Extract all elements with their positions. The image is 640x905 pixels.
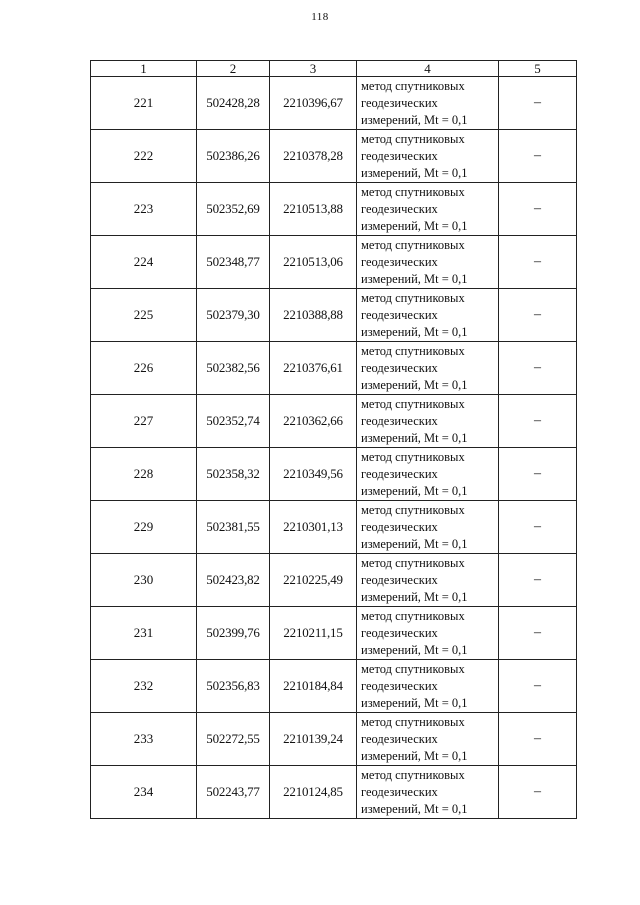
method-line: метод спутниковых [361, 608, 465, 623]
method-line: измерений, Mt = 0,1 [361, 801, 468, 816]
table-row [91, 448, 577, 501]
x-coordinate-cell: 502272,55 [197, 713, 270, 766]
method-line: метод спутниковых [361, 449, 465, 464]
method-line: измерений, Mt = 0,1 [361, 377, 468, 392]
point-number-cell: 225 [91, 289, 197, 342]
note-cell: – [499, 713, 577, 766]
method-cell [357, 448, 499, 501]
table-row [91, 766, 577, 819]
y-coordinate-cell: 2210124,85 [270, 766, 357, 819]
method-line: геодезических [361, 148, 438, 163]
table-row [91, 554, 577, 607]
point-number-cell: 231 [91, 607, 197, 660]
method-line: измерений, Mt = 0,1 [361, 748, 468, 763]
table-header [91, 61, 577, 77]
method-line: геодезических [361, 466, 438, 481]
header-col-5: 5 [499, 61, 577, 77]
point-number-cell: 224 [91, 236, 197, 289]
header-col-4: 4 [357, 61, 499, 77]
x-coordinate-cell: 502423,82 [197, 554, 270, 607]
method-line: метод спутниковых [361, 343, 465, 358]
method-line: метод спутниковых [361, 714, 465, 729]
header-col-2: 2 [197, 61, 270, 77]
y-coordinate-cell: 2210376,61 [270, 342, 357, 395]
table-row [91, 342, 577, 395]
point-number-cell: 234 [91, 766, 197, 819]
method-cell [357, 183, 499, 236]
method-line: измерений, Mt = 0,1 [361, 324, 468, 339]
x-coordinate-cell: 502428,28 [197, 77, 270, 130]
x-coordinate-cell: 502348,77 [197, 236, 270, 289]
method-line: геодезических [361, 201, 438, 216]
note-cell: – [499, 448, 577, 501]
method-cell [357, 660, 499, 713]
method-cell [357, 501, 499, 554]
method-line: измерений, Mt = 0,1 [361, 430, 468, 445]
point-number-cell: 226 [91, 342, 197, 395]
point-number-cell: 229 [91, 501, 197, 554]
method-line: метод спутниковых [361, 555, 465, 570]
y-coordinate-cell: 2210184,84 [270, 660, 357, 713]
method-line: геодезических [361, 519, 438, 534]
point-number-cell: 228 [91, 448, 197, 501]
method-cell [357, 713, 499, 766]
method-cell [357, 607, 499, 660]
method-line: измерений, Mt = 0,1 [361, 642, 468, 657]
note-cell: – [499, 183, 577, 236]
method-line: измерений, Mt = 0,1 [361, 536, 468, 551]
note-cell: – [499, 289, 577, 342]
y-coordinate-cell: 2210378,28 [270, 130, 357, 183]
x-coordinate-cell: 502352,69 [197, 183, 270, 236]
table-row [91, 501, 577, 554]
method-line: метод спутниковых [361, 237, 465, 252]
method-line: геодезических [361, 731, 438, 746]
table-body [91, 77, 577, 819]
page-number: 118 [311, 11, 329, 23]
method-cell [357, 395, 499, 448]
point-number-cell: 230 [91, 554, 197, 607]
x-coordinate-cell: 502243,77 [197, 766, 270, 819]
point-number-cell: 221 [91, 77, 197, 130]
method-line: измерений, Mt = 0,1 [361, 165, 468, 180]
point-number-cell: 227 [91, 395, 197, 448]
method-line: измерений, Mt = 0,1 [361, 218, 468, 233]
method-line: метод спутниковых [361, 290, 465, 305]
method-cell [357, 77, 499, 130]
point-number-cell: 223 [91, 183, 197, 236]
method-line: геодезических [361, 625, 438, 640]
method-cell [357, 342, 499, 395]
y-coordinate-cell: 2210349,56 [270, 448, 357, 501]
x-coordinate-cell: 502399,76 [197, 607, 270, 660]
method-line: метод спутниковых [361, 767, 465, 782]
y-coordinate-cell: 2210513,88 [270, 183, 357, 236]
method-line: измерений, Mt = 0,1 [361, 112, 468, 127]
method-line: геодезических [361, 307, 438, 322]
y-coordinate-cell: 2210301,13 [270, 501, 357, 554]
y-coordinate-cell: 2210388,88 [270, 289, 357, 342]
note-cell: – [499, 607, 577, 660]
note-cell: – [499, 130, 577, 183]
method-cell [357, 130, 499, 183]
table-row [91, 607, 577, 660]
table-row [91, 289, 577, 342]
method-line: геодезических [361, 360, 438, 375]
method-cell [357, 554, 499, 607]
table-row [91, 660, 577, 713]
x-coordinate-cell: 502379,30 [197, 289, 270, 342]
table-row [91, 77, 577, 130]
method-line: геодезических [361, 254, 438, 269]
method-line: метод спутниковых [361, 184, 465, 199]
point-number-cell: 232 [91, 660, 197, 713]
method-line: метод спутниковых [361, 131, 465, 146]
table-row [91, 236, 577, 289]
table-row [91, 395, 577, 448]
note-cell: – [499, 342, 577, 395]
table-row [91, 130, 577, 183]
method-line: измерений, Mt = 0,1 [361, 483, 468, 498]
method-line: измерений, Mt = 0,1 [361, 589, 468, 604]
method-line: геодезических [361, 413, 438, 428]
method-line: измерений, Mt = 0,1 [361, 695, 468, 710]
method-line: измерений, Mt = 0,1 [361, 271, 468, 286]
y-coordinate-cell: 2210225,49 [270, 554, 357, 607]
header-col-3: 3 [270, 61, 357, 77]
method-line: геодезических [361, 572, 438, 587]
note-cell: – [499, 395, 577, 448]
x-coordinate-cell: 502352,74 [197, 395, 270, 448]
x-coordinate-cell: 502386,26 [197, 130, 270, 183]
table-row [91, 183, 577, 236]
y-coordinate-cell: 2210139,24 [270, 713, 357, 766]
point-number-cell: 222 [91, 130, 197, 183]
table-row [91, 713, 577, 766]
note-cell: – [499, 236, 577, 289]
method-line: метод спутниковых [361, 396, 465, 411]
method-cell [357, 766, 499, 819]
y-coordinate-cell: 2210513,06 [270, 236, 357, 289]
note-cell: – [499, 660, 577, 713]
method-line: геодезических [361, 784, 438, 799]
method-line: метод спутниковых [361, 502, 465, 517]
method-line: метод спутниковых [361, 78, 465, 93]
header-row [91, 61, 577, 77]
y-coordinate-cell: 2210362,66 [270, 395, 357, 448]
y-coordinate-cell: 2210211,15 [270, 607, 357, 660]
note-cell: – [499, 554, 577, 607]
x-coordinate-cell: 502356,83 [197, 660, 270, 713]
note-cell: – [499, 501, 577, 554]
point-number-cell: 233 [91, 713, 197, 766]
method-cell [357, 236, 499, 289]
note-cell: – [499, 77, 577, 130]
note-cell: – [499, 766, 577, 819]
method-line: метод спутниковых [361, 661, 465, 676]
x-coordinate-cell: 502358,32 [197, 448, 270, 501]
y-coordinate-cell: 2210396,67 [270, 77, 357, 130]
method-cell [357, 289, 499, 342]
x-coordinate-cell: 502381,55 [197, 501, 270, 554]
method-line: геодезических [361, 95, 438, 110]
method-line: геодезических [361, 678, 438, 693]
coordinates-table [90, 60, 577, 819]
header-col-1: 1 [91, 61, 197, 77]
x-coordinate-cell: 502382,56 [197, 342, 270, 395]
